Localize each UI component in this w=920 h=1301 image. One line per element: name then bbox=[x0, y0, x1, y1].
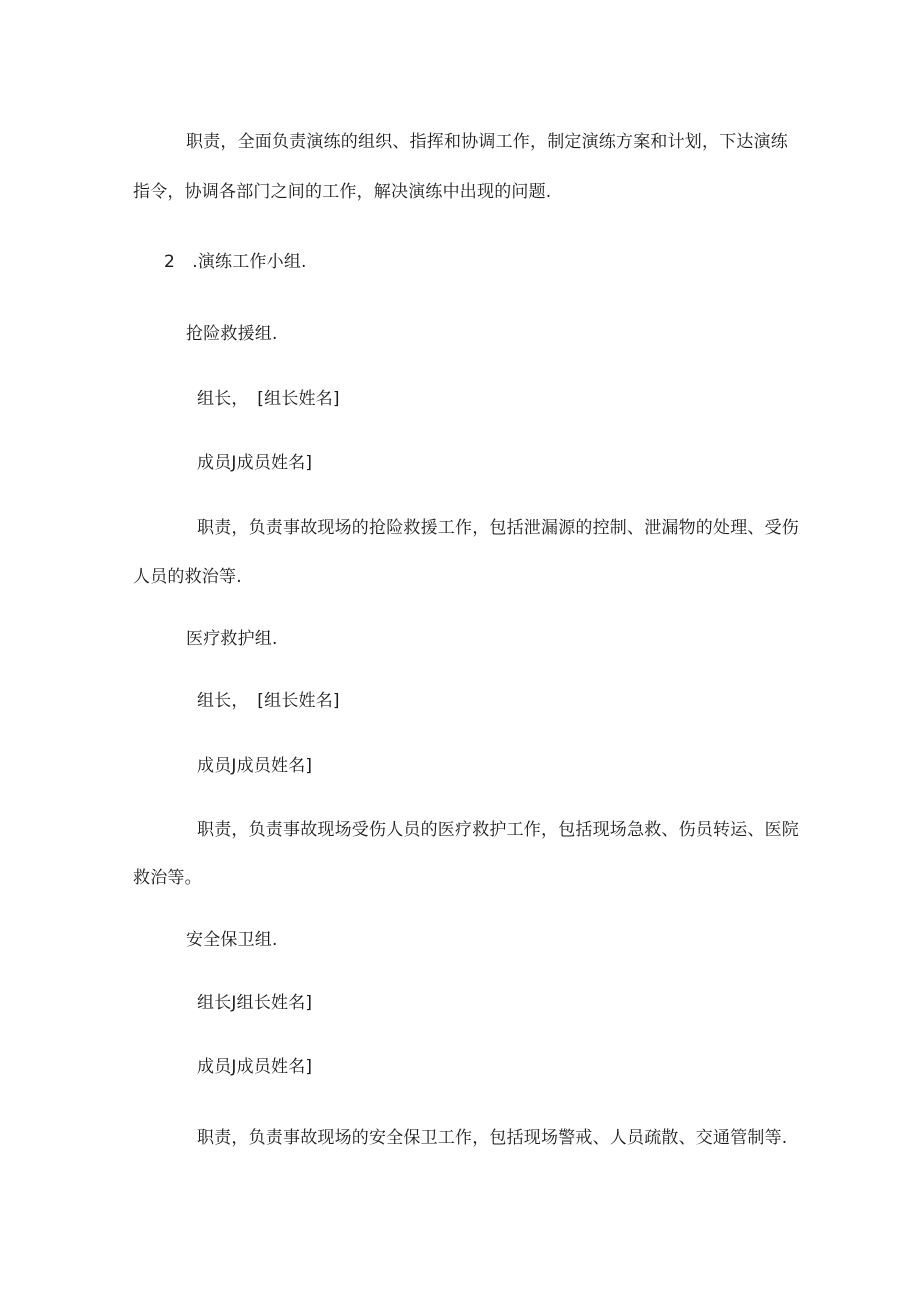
group-heading: 医疗救护组. bbox=[186, 629, 278, 649]
group-members: 成员J成员姓名] bbox=[197, 453, 313, 473]
paragraph-line: 职责，全面负责演练的组织、指挥和协调工作，制定演练方案和计划，下达演练 bbox=[186, 132, 788, 152]
group-leader: 组长J组长姓名] bbox=[197, 993, 313, 1013]
group-heading: 抢险救援组. bbox=[186, 324, 278, 344]
paragraph-line: 救治等。 bbox=[133, 868, 202, 888]
paragraph-line: 职责，负责事故现场的安全保卫工作，包括现场警戒、人员疏散、交通管制等. bbox=[197, 1128, 788, 1148]
group-members: 成员J成员姓名] bbox=[197, 1057, 313, 1077]
group-members: 成员J成员姓名] bbox=[197, 756, 313, 776]
paragraph-line: 职责，负责事故现场的抢险救援工作，包括泄漏源的控制、泄漏物的处理、受伤 bbox=[197, 518, 799, 538]
group-leader: 组长， [组长姓名] bbox=[197, 691, 340, 711]
paragraph-line: 职责，负责事故现场受伤人员的医疗救护工作，包括现场急救、伤员转运、医院 bbox=[197, 820, 799, 840]
group-heading: 安全保卫组. bbox=[186, 930, 278, 950]
paragraph-line: 指令，协调各部门之间的工作，解决演练中出现的问题. bbox=[133, 182, 552, 202]
group-leader: 组长， [组长姓名] bbox=[197, 389, 340, 409]
paragraph-line: 人员的救治等. bbox=[133, 567, 242, 587]
section-heading: 2 .演练工作小组. bbox=[164, 252, 307, 272]
